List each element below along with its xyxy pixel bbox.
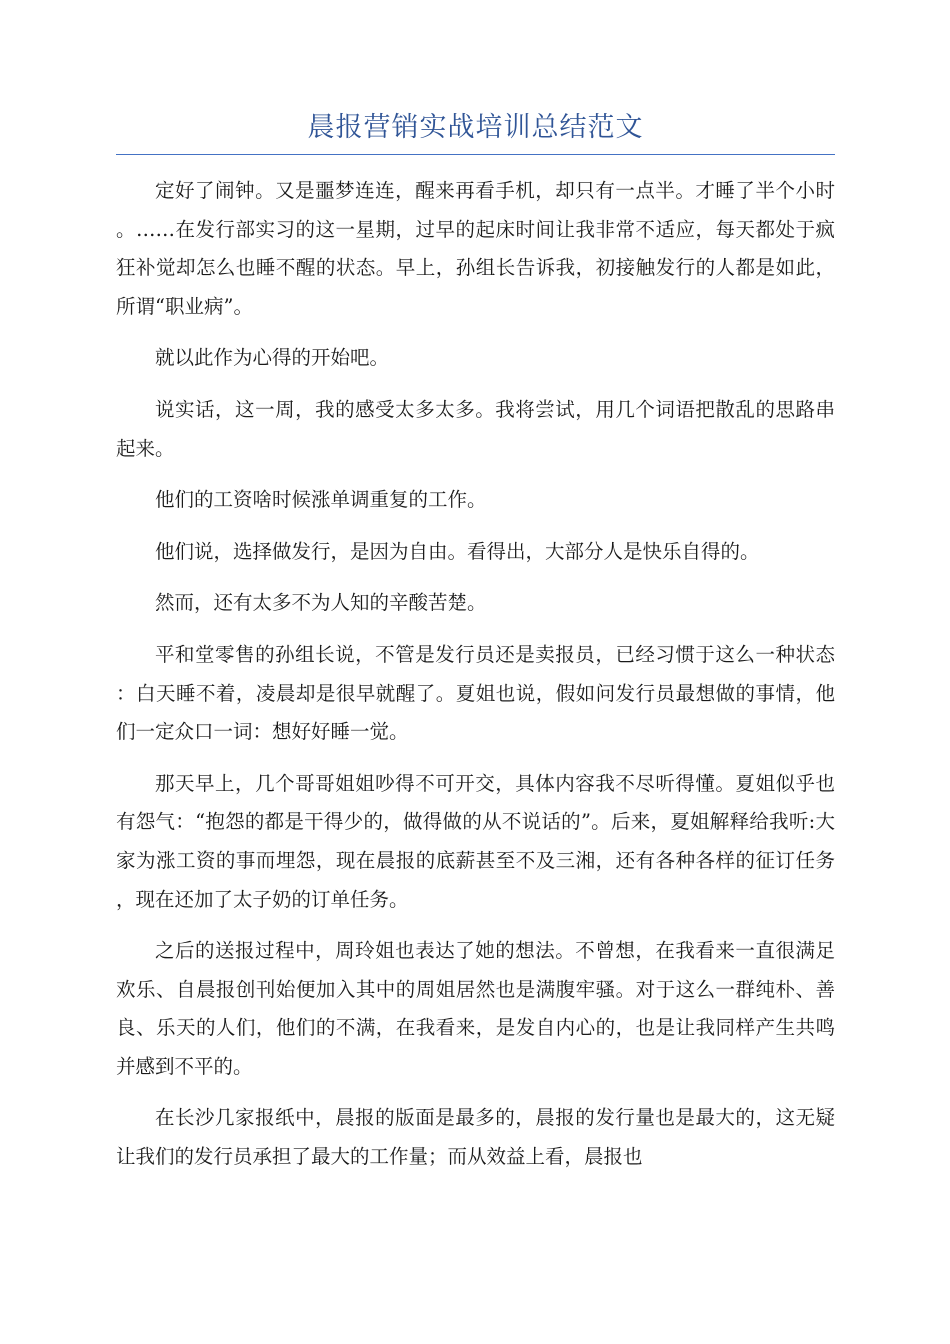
document-body bbox=[116, 172, 835, 1190]
paragraph-2: 就以此作为心得的开始吧。 bbox=[155, 346, 390, 370]
paragraph-9: 之后的送报过程中，周玲姐也表达了她的想法。不曾想，在我看来一直很满足欢乐、自晨报创刊始便加入其中的周姐居然也是满腹牢骚。对于这么一群纯朴、善良、乐天的人们，他们的不满，在我看来，是发自内心的，也是让我同样产生共鸣并感到不平的。 bbox=[116, 939, 835, 1078]
paragraph-7: 平和堂零售的孙组长说，不管是发行员还是卖报员，已经习惯于这么一种状态：白天睡不着，凌晨却是很早就醒了。夏姐也说，假如问发行员最想做的事情，他们一定众口一词：想好好睡一觉。 bbox=[116, 642, 835, 744]
paragraph-5: 他们说，选择做发行，是因为自由。看得出，大部分人是快乐自得的。 bbox=[155, 539, 760, 563]
paragraph-3: 说实话，这一周，我的感受太多太多。我将尝试，用几个词语把散乱的思路串起来。 bbox=[116, 397, 835, 460]
paragraph-1: 定好了闹钟。又是噩梦连连，醒来再看手机，却只有一点半。才睡了半个小时。……在发行部实习的这一星期，过早的起床时间让我非常不适应，每天都处于疯狂补觉却怎么也睡不醒的状态。早上，孙组长告诉我，初接触发行的人都是如此，所谓“职业病”。 bbox=[116, 179, 835, 318]
paragraph-10: 在长沙几家报纸中，晨报的版面是最多的，晨报的发行量也是最大的，这无疑让我们的发行员承担了最大的工作量；而从效益上看，晨报也 bbox=[116, 1106, 835, 1169]
paragraph-6: 然而，还有太多不为人知的辛酸苦楚。 bbox=[155, 591, 487, 615]
title-underline bbox=[116, 154, 835, 155]
document-title: 晨报营销实战培训总结范文 bbox=[307, 112, 644, 143]
paragraph-8: 那天早上，几个哥哥姐姐吵得不可开交，具体内容我不尽听得懂。夏姐似乎也有怨气：“抱怨的都是干得少的，做得做的从不说话的”。后来，夏姐解释给我听:大家为涨工资的事而埋怨，现在晨报的底薪甚至不及三湘，还有各种各样的征订任务，现在还加了太子奶的订单任务。 bbox=[116, 771, 835, 911]
paragraph-4: 他们的工资啥时候涨单调重复的工作。 bbox=[155, 488, 487, 512]
